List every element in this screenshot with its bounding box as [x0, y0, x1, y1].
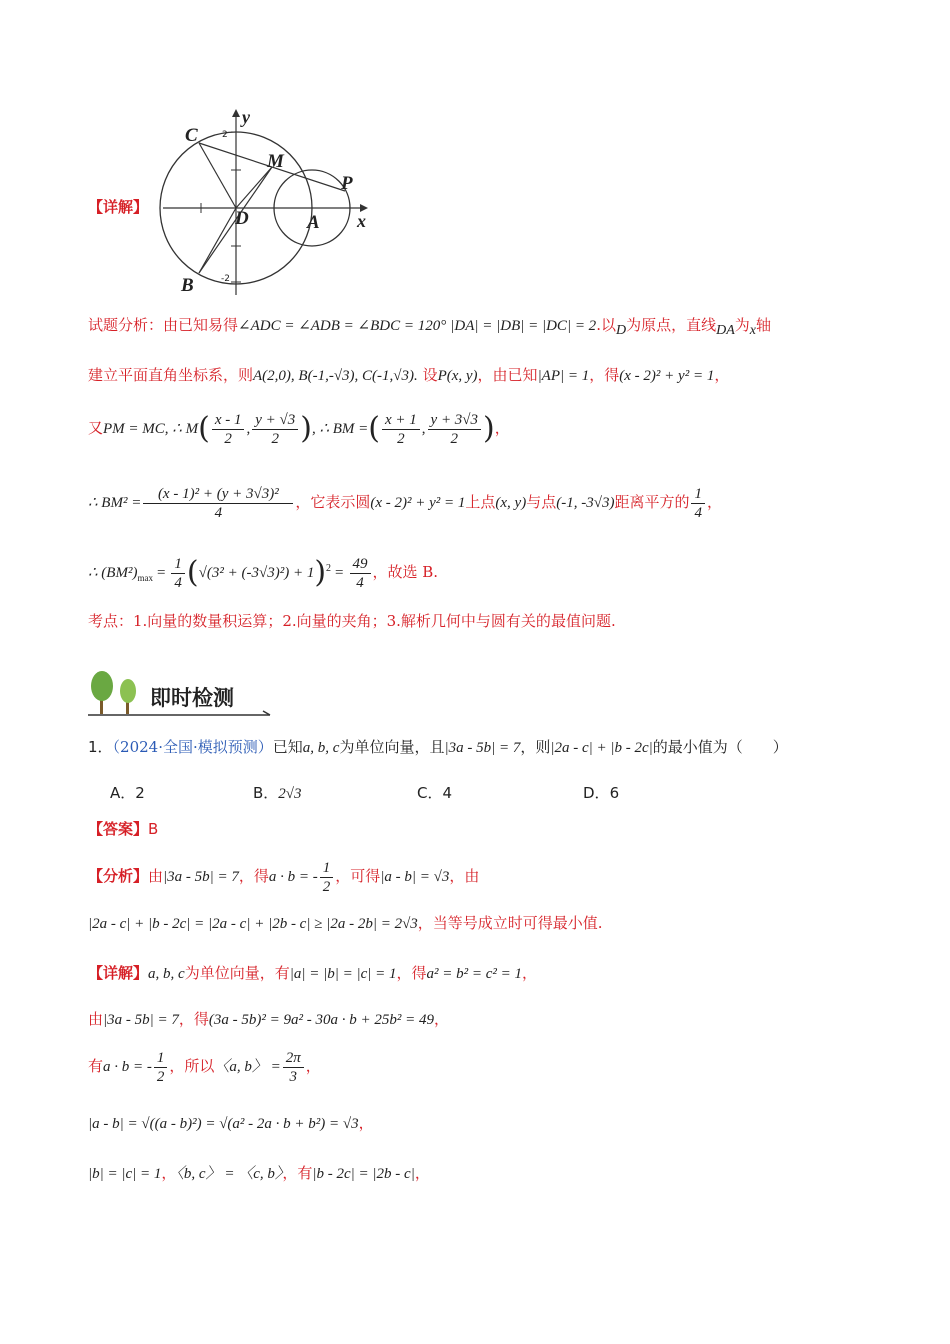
kaodian: 考点：1.向量的数量积运算；2.向量的夹角；3.解析几何中与圆有关的最值问题. [88, 612, 616, 630]
analysis-line-2: 建立平面直角坐标系，则A(2,0), B(-1,-√3), C(-1,√3). 设P(x, y)，由已知|AP| = 1，得(x - 2)² + y² = 1， [88, 366, 730, 384]
option-c[interactable]: C．4 [417, 784, 453, 802]
answer: 【答案】B [88, 820, 159, 838]
xiangjie-line-4: |a - b| = √((a - b)²) = √(a² - 2a · b + b²) = √3， [88, 1114, 374, 1132]
label-x: x [357, 211, 366, 231]
section-title: 即时检测 [150, 686, 234, 710]
section-banner [88, 670, 288, 718]
option-b[interactable]: B．2√3 [253, 784, 302, 802]
segment-DM [236, 167, 272, 208]
detail-label-1: 【详解】 [88, 198, 149, 216]
analysis-line-4: ∴ BM² = $\frac{\text{(x - 1)² + (y + 3√3)²}}{4}$ ，它表示圆(x - 2)² + y² = 1上点(x, y)与点(-1, -3√3)距离平方的 $\frac{1}{4}$ ， [88, 485, 722, 521]
question-1: 1．（2024·全国·模拟预测）已知a, b, c为单位向量，且|3a - 5b| = 7，则|2a - c| + |b - 2c|的最小值为（ ） [88, 738, 788, 756]
segment-DB [199, 208, 236, 273]
label-B: B [181, 275, 194, 296]
label-y: y [242, 107, 250, 127]
fenxi-line-2: |2a - c| + |b - 2c| = |2a - c| + |2b - c| ≥ |2a - 2b| = 2√3，当等号成立时可得最小值. [88, 914, 603, 932]
xiangjie-line-1: 【详解】a, b, c为单位向量，有|a| = |b| = |c| = 1，得a² = b² = c² = 1， [88, 964, 538, 982]
y-axis-arrow [232, 109, 240, 117]
label-C: C [185, 125, 198, 146]
label-D: D [235, 208, 249, 229]
fenxi-line-1: 【分析】由|3a - 5b| = 7，得a · b = - $\frac{1}{2}$ ，可得|a - b| = √3，由 [88, 859, 480, 895]
analysis-line-5: ∴ $(BM^2)_{max}$ = $\frac{1}{4}$ $(√(3^2 + (-3√3)^2) + 1)^2$ = $\frac{49}{4}$ ，故选 B. [88, 555, 439, 591]
label-P: P [341, 173, 353, 194]
xiangjie-line-5: |b| = |c| = 1，〈b, c〉 = 〈c, b〉，有|b - 2c| = |2b - c|， [88, 1164, 430, 1182]
label-A: A [307, 212, 320, 233]
option-a[interactable]: A．2 [110, 784, 145, 802]
option-d[interactable]: D．6 [583, 784, 620, 802]
xiangjie-line-3: 有a · b = - $\frac{1}{2}$ ，所以〈a, b〉 = $\frac{2\pi}{3}$ ， [88, 1049, 321, 1085]
analysis-line-3: 又PM = MC, ∴ M( $\frac{x - 1}{2}$ , $\frac{y + √3}{2}$ ), ∴ BM =( $\frac{x + 1}{2}$ , $\frac{y + 3√3}{2}$ )， [88, 411, 510, 447]
analysis-line-1: 试题分析：由已知易得∠ADC = ∠ADB = ∠BDC = 120° |DA| = |DB| = |DC| = 2.以D为原点，直线DA为x轴 [88, 316, 772, 338]
label-neg-two: -2 [221, 274, 230, 284]
label-two: 2 [222, 130, 228, 140]
xiangjie-line-2: 由|3a - 5b| = 7，得(3a - 5b)² = 9a² - 30a · b + 25b² = 49， [88, 1010, 450, 1028]
geometry-figure [155, 105, 385, 300]
label-M: M [267, 151, 284, 172]
